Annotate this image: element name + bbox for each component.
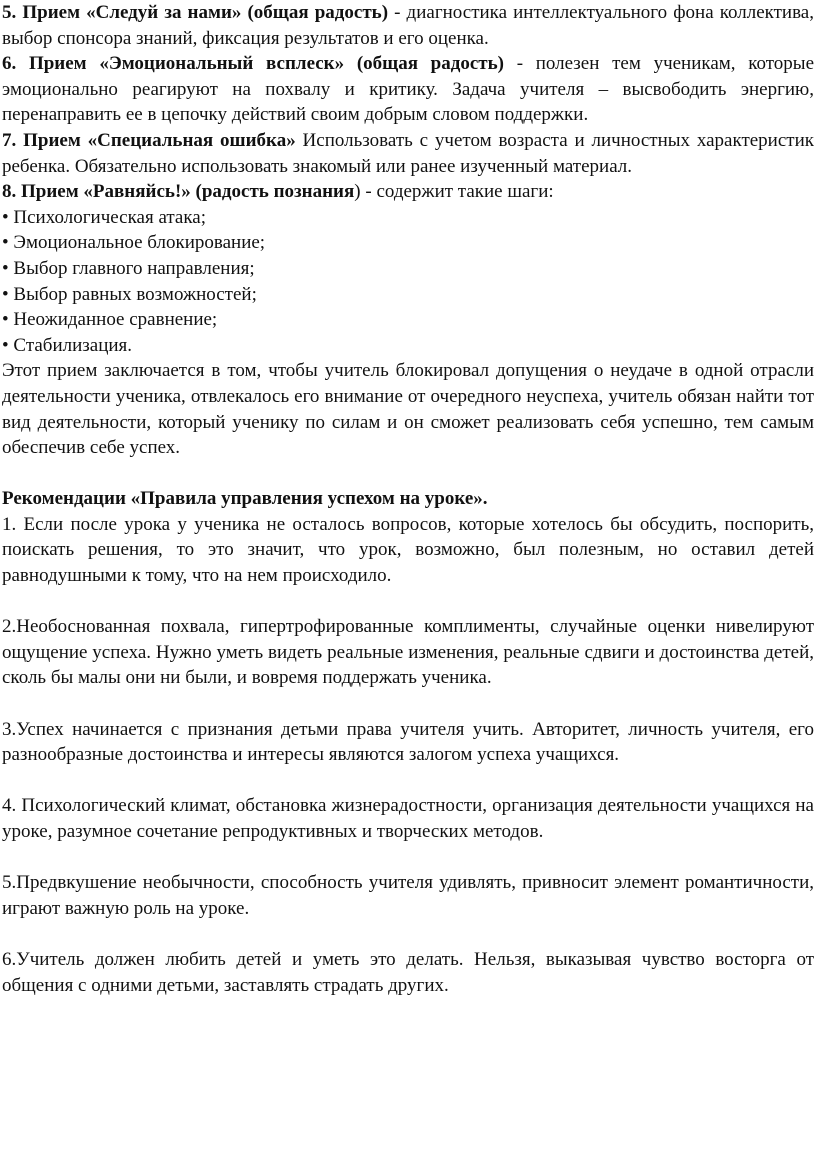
technique-8-text: ) - содержит такие шаги:	[354, 181, 554, 203]
technique-6-text: - полезен тем ученикам, которые эмоционально реагируют на похвалу и критику. Задача учителя – высвободить энергию, перенаправить ее в цепочку действий своим добрым словом поддержки.	[2, 53, 815, 126]
paragraph-gap	[2, 845, 814, 871]
list-item: • Выбор главного направления;	[2, 257, 255, 279]
paragraph-gap	[2, 691, 814, 717]
list-item: • Эмоциональное блокирование;	[2, 232, 266, 254]
technique-7	[2, 128, 814, 179]
recommendation-5: 5.Предвкушение необычности, способность учителя удивлять, привносит элемент романтичности, играют важную роль на уроке.	[2, 872, 814, 919]
paragraph-gap	[2, 461, 814, 487]
list-item: • Стабилизация.	[2, 334, 133, 356]
list-item: • Психологическая атака;	[2, 206, 207, 228]
technique-5-text: - диагностика интеллектуального фона коллектива, выбор спонсора знаний, фиксация результатов и его оценка.	[2, 2, 814, 49]
recommendations-title: Рекомендации «Правила управления успехом на уроке».	[2, 488, 488, 510]
technique-8-explanation: Этот прием заключается в том, чтобы учитель блокировал допущения о неудаче в одной отрасли деятельности ученика, отвлекалось его внимание от очередного неуспеха, учитель обязан найти тот вид деятельности, который ученику по силам и он сможет реализовать себя успешно, тем самым обеспечив себе успех.	[2, 360, 814, 459]
technique-8-title: 8. Прием «Равняйсь!» (радость познания	[2, 181, 355, 203]
paragraph-gap	[2, 768, 814, 794]
technique-5-title: 5. Прием «Следуй за нами» (общая радость)	[2, 2, 389, 23]
recommendation-1: 1. Если после урока у ученика не осталось вопросов, которые хотелось бы обсудить, поспорить, поискать решения, то это значит, что урок, возможно, был полезным, но оставил детей равнодушными к тому, что на нем происходило.	[2, 513, 814, 587]
recommendation-3: 3.Успех начинается с признания детьми права учителя учить. Авторитет, личность учителя, его разнообразные достоинства и интересы являются залогом успеха учащихся.	[2, 718, 814, 766]
recommendation-4: 4. Психологический климат, обстановка жизнерадостности, организация деятельности учащихся на уроке, разумное сочетание репродуктивных и творческих методов.	[2, 795, 814, 842]
technique-5	[2, 0, 814, 51]
recommendation-6: 6.Учитель должен любить детей и уметь это делать. Нельзя, выказывая чувство восторга от общения с одними детьми, заставлять страдать других.	[2, 948, 814, 996]
list-item: • Неожиданное сравнение;	[2, 309, 218, 331]
technique-6-title: 6. Прием «Эмоциональный всплеск» (общая радость)	[2, 53, 504, 75]
recommendation-2: 2.Необоснованная похвала, гипертрофированные комплименты, случайные оценки нивелируют ощущение успеха. Нужно уметь видеть реальные изменения, реальные сдвиги и достоинства детей, сколь бы малы они ни были, и вовремя поддержать ученика.	[2, 616, 814, 689]
technique-8	[2, 179, 814, 205]
list-item: • Выбор равных возможностей;	[2, 283, 257, 305]
technique-6	[2, 51, 814, 128]
technique-7-title: 7. Прием «Специальная ошибка»	[2, 129, 296, 151]
document-page	[2, 0, 814, 998]
paragraph-gap	[2, 589, 814, 615]
paragraph-gap	[2, 921, 814, 947]
technique-7-text: Использовать с учетом возраста и личностных характеристик ребенка. Обязательно использовать знакомый или ранее изученный материал.	[2, 129, 814, 177]
technique-8-steps	[2, 205, 814, 359]
